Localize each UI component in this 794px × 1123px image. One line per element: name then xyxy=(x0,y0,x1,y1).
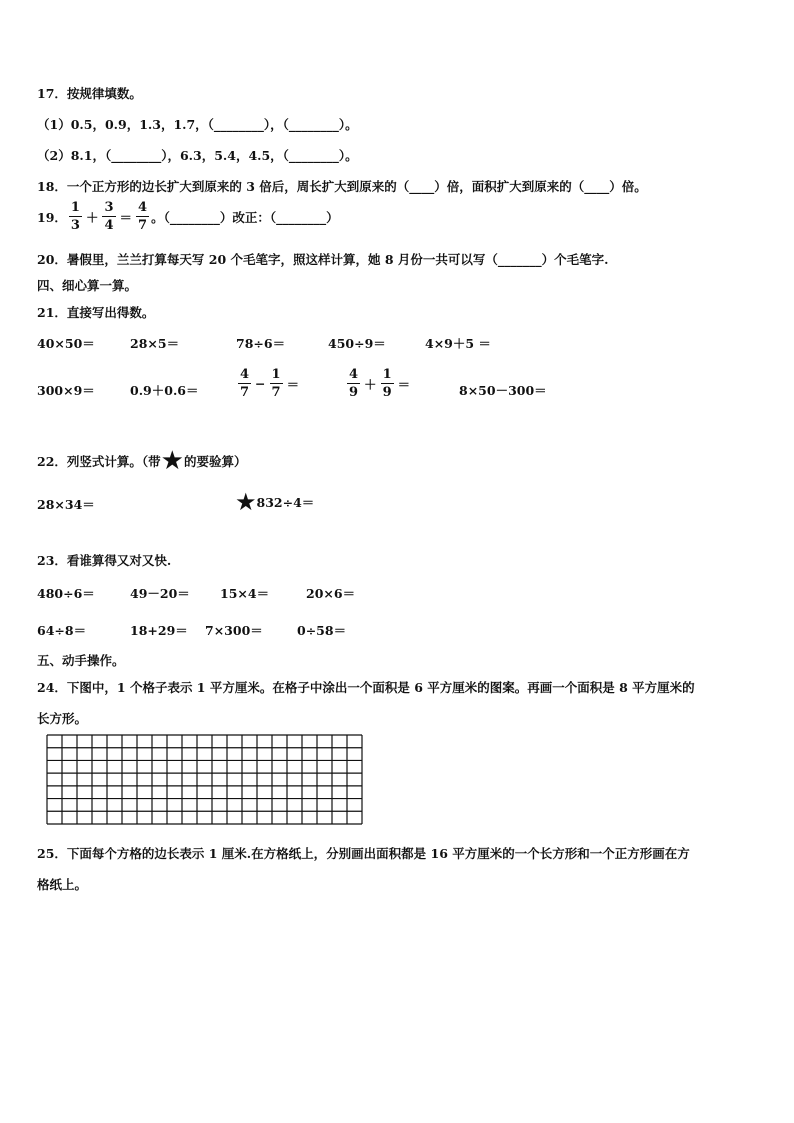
q23-r2-c4: 0÷58＝ xyxy=(297,623,347,638)
q17-line1: （1）0.5，0.9，1.3，1.7，（________），（________）。 xyxy=(37,117,358,132)
q19-number: 19． xyxy=(37,209,67,225)
section-4-title: 四、细心算一算。 xyxy=(37,278,138,293)
q21-fraction-4-9: $\frac{4}{9}$ xyxy=(349,367,359,400)
q19-fraction-2: $\frac{3}{4}$ xyxy=(104,200,114,233)
q24-line2: 长方形。 xyxy=(37,711,88,726)
q24-line1: 24．下图中，1 个格子表示 1 平方厘米。在格子中涂出一个面积是 6 平方厘米的图案。再画一个面积是 8 平方厘米的 xyxy=(37,680,695,695)
q22-title: 22．列竖式计算。（带 ★ 的要验算） xyxy=(37,446,247,476)
q21-r2-c1: 300×9＝ xyxy=(37,383,95,398)
star-icon: ★ xyxy=(235,488,257,516)
q21-title: 21．直接写出得数。 xyxy=(37,305,155,320)
q17-title: 17．按规律填数。 xyxy=(37,86,142,101)
q21-fraction-1-7: $\frac{1}{7}$ xyxy=(271,367,281,400)
q21-r1-c2: 28×5＝ xyxy=(130,336,180,351)
q23-r1-c1: 480÷6＝ xyxy=(37,586,95,601)
q23-title: 23．看谁算得又对又快. xyxy=(37,553,172,568)
q19-fraction-1: $\frac{1}{3}$ xyxy=(70,200,80,233)
q21-fraction-4-7: $\frac{4}{7}$ xyxy=(240,367,250,400)
q21-r2-c4: $\frac{4}{9}$ ＋ $\frac{1}{9}$ ＝ xyxy=(349,367,411,400)
q19-fraction-3: $\frac{4}{7}$ xyxy=(138,200,148,233)
q22-item-1: 28×34＝ xyxy=(37,497,95,512)
q19-line xyxy=(37,201,339,232)
q25-line1: 25．下面每个方格的边长表示 1 厘米.在方格纸上，分别画出面积都是 16 平方厘米的一个长方形和一个正方形画在方 xyxy=(37,846,690,861)
q21-r1-c1: 40×50＝ xyxy=(37,336,95,351)
square-grid[interactable] xyxy=(45,733,365,827)
q21-r2-c2: 0.9＋0.6＝ xyxy=(130,383,199,398)
q22-item-2: ★ 832÷4＝ xyxy=(235,488,315,516)
q25-line2: 格纸上。 xyxy=(37,877,88,892)
q19-plus: ＋ xyxy=(85,209,99,225)
q21-r1-c5: 4×9＋5 ＝ xyxy=(425,336,491,351)
q20-text: 20．暑假里，兰兰打算每天写 20 个毛笔字，照这样计算，她 8 月份一共可以写（_______）个毛笔字. xyxy=(37,252,609,267)
q21-r1-c3: 78÷6＝ xyxy=(236,336,286,351)
q23-r2-c2: 18+29＝ xyxy=(130,623,188,638)
q21-r1-c4: 450÷9＝ xyxy=(328,336,386,351)
q17-line2: （2）8.1，（________），6.3，5.4，4.5，（________）。 xyxy=(37,148,358,163)
q23-r1-c4: 20×6＝ xyxy=(306,586,356,601)
q18-text: 18．一个正方形的边长扩大到原来的 3 倍后，周长扩大到原来的（____）倍，面积扩大到原来的（____）倍。 xyxy=(37,179,647,194)
q23-r2-c1: 64÷8＝ xyxy=(37,623,87,638)
star-icon: ★ xyxy=(160,446,184,476)
section-5-title: 五、动手操作。 xyxy=(37,653,125,668)
q23-r1-c2: 49－20＝ xyxy=(130,586,190,601)
q19-tail: 。（________）改正：（________） xyxy=(151,209,339,225)
q23-r2-c3: 7×300＝ xyxy=(205,623,263,638)
q21-r2-c5: 8×50－300＝ xyxy=(459,383,547,398)
q23-r1-c3: 15×4＝ xyxy=(220,586,270,601)
q21-fraction-1-9: $\frac{1}{9}$ xyxy=(382,367,392,400)
q19-equals: ＝ xyxy=(119,209,133,225)
q21-r2-c3: $\frac{4}{7}$ − $\frac{1}{7}$ ＝ xyxy=(240,367,300,400)
